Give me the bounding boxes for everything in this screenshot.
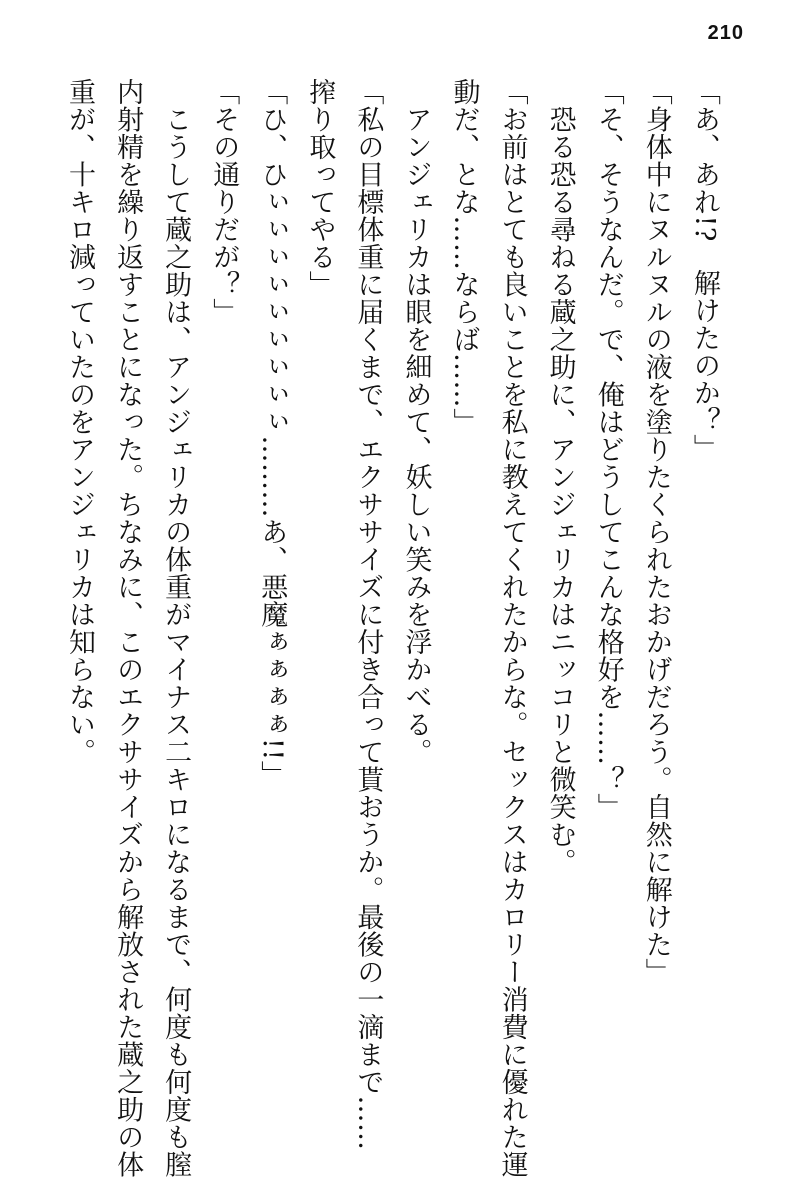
page-number: 210 — [707, 22, 744, 44]
text-column-5: 「お前はとても良いことを私に教えてくれたからな。セックスはカロリー消費に優れた運 — [496, 78, 528, 1178]
text-column-7: アンジェリカは眼を細めて、妖しい笑みを浮かべる。 — [400, 78, 432, 766]
text-column-10: 「ひ、ひぃぃぃぃぃぃぃぃぃ………あ、悪魔ぁぁぁぁ!!」 — [256, 78, 288, 789]
vertical-text-body — [62, 78, 722, 1178]
text-column-2: 「身体中にヌルヌルの液を塗りたくられたおかげだろう。自然に解けた」 — [640, 78, 672, 986]
text-column-12: こうして蔵之助は、アンジェリカの体重がマイナス二キロになるまで、何度も何度も膣 — [160, 78, 192, 1178]
text-column-3: 「そ、そうなんだ。で、俺はどうしてこんな格好を……？」 — [592, 78, 624, 821]
text-column-11: 「その通りだが？」 — [208, 78, 240, 326]
text-column-4: 恐る恐る尋ねる蔵之助に、アンジェリカはニッコリと微笑む。 — [544, 78, 576, 876]
text-column-6: 動だ、とな……ならば……」 — [448, 78, 480, 436]
text-column-8: 「私の目標体重に届くまで、エクササイズに付き合って貰おうか。最後の一滴まで…… — [352, 78, 384, 1151]
text-column-9: 搾り取ってやる」 — [304, 78, 336, 298]
text-column-13: 内射精を繰り返すことになった。ちなみに、このエクササイズから解放された蔵之助の体 — [112, 78, 144, 1178]
text-column-1: 「あ、あれ!? 解けたのか？」 — [688, 78, 720, 462]
text-column-14: 重が、十キロ減っていたのをアンジェリカは知らない。 — [64, 78, 95, 766]
